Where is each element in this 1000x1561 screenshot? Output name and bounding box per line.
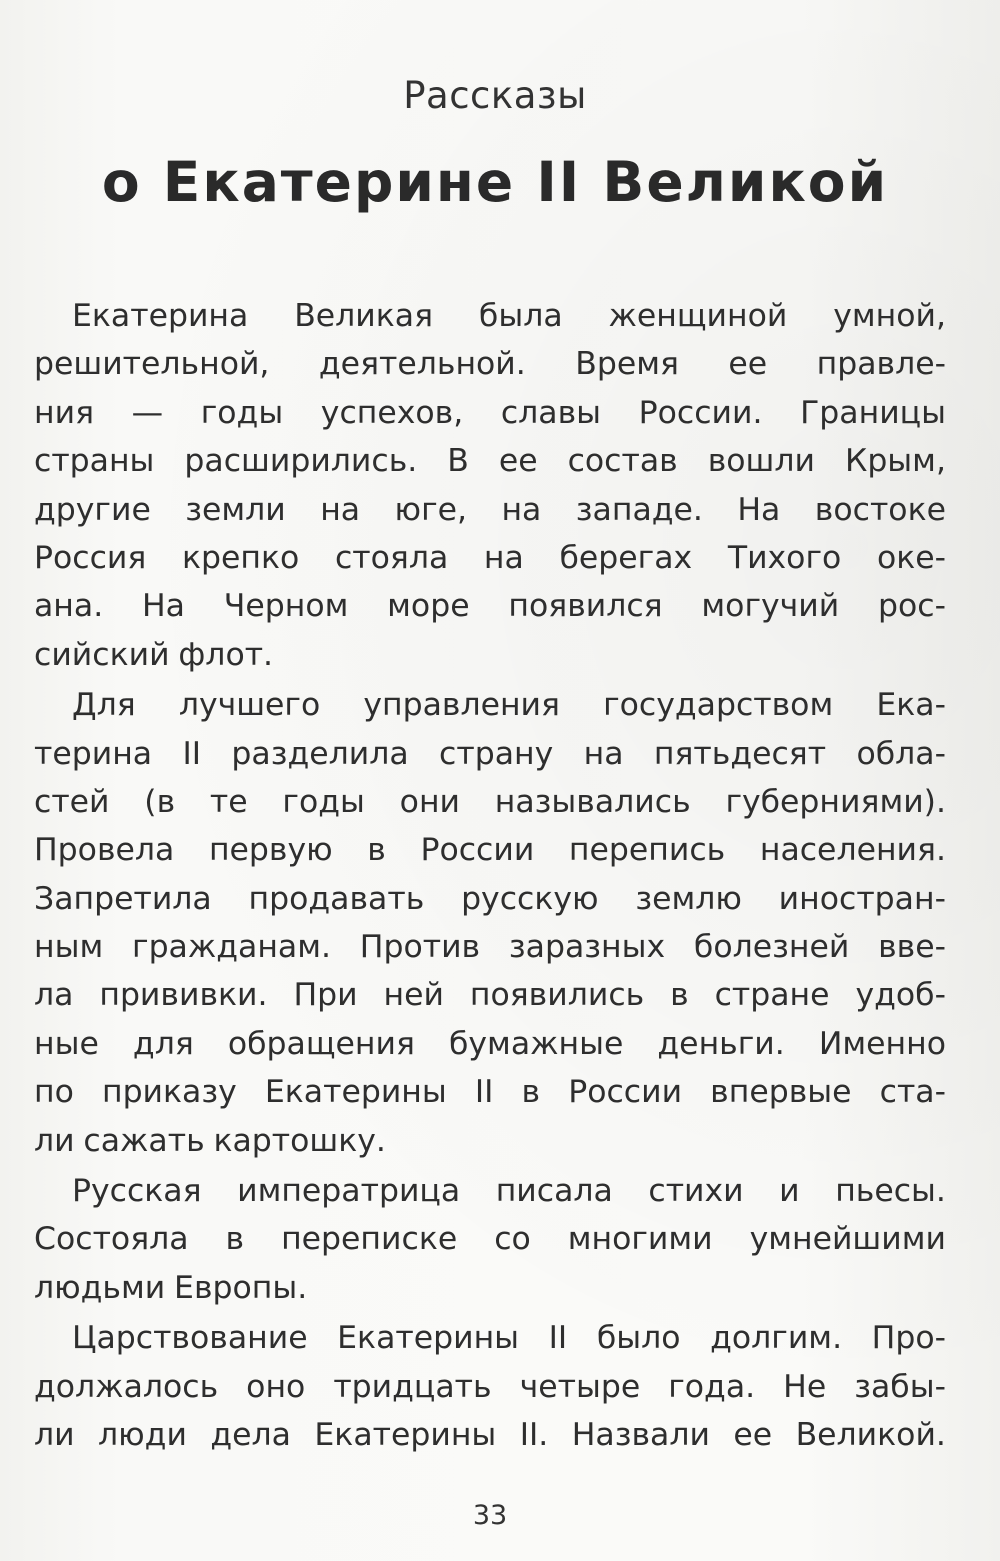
- text-line: ния — годы успехов, славы России. Границы: [34, 394, 946, 431]
- text-line: ли сажать картошку.: [34, 1122, 386, 1159]
- text-line: ли люди дела Екатерины II. Назвали ее Великой.: [34, 1416, 946, 1453]
- text-line: другие земли на юге, на западе. На востоке: [34, 491, 946, 528]
- text-line: Россия крепко стояла на берегах Тихого оке-: [34, 539, 946, 576]
- text-line: Екатерина Великая была женщиной умной,: [72, 298, 946, 334]
- text-line: ла прививки. При ней появились в стране удоб-: [34, 977, 946, 1014]
- text-line: сийский флот.: [34, 636, 274, 673]
- text-line: Провела первую в России перепись населения.: [34, 832, 946, 869]
- story-text: [34, 292, 946, 1459]
- text-line: ным гражданам. Против заразных болезней вве-: [34, 929, 946, 966]
- text-line: Русская императрица писала стихи и пьесы.: [72, 1173, 946, 1210]
- text-line: людьми Европы.: [34, 1269, 308, 1306]
- text-line: Для лучшего управления государством Ека-: [72, 687, 946, 724]
- text-line: стей (в те годы они назывались губерниями).: [34, 783, 946, 820]
- text-line: страны расширились. В ее состав вошли Крым,: [34, 443, 946, 480]
- paragraph: [34, 1314, 946, 1459]
- text-line: Царствование Екатерины II было долгим. Про-: [72, 1320, 946, 1357]
- text-line: должалось оно тридцать четыре года. Не забы-: [34, 1368, 946, 1405]
- text-line: Запретила продавать русскую землю иностран-: [34, 880, 946, 917]
- paragraph: [34, 1167, 946, 1312]
- text-line: ана. На Черном море появился могучий рос-: [34, 588, 946, 625]
- page-subtitle: Рассказы: [403, 74, 587, 117]
- text-line: терина II разделила страну на пятьдесят обла-: [34, 735, 946, 772]
- text-line: по приказу Екатерины II в России впервые ста-: [34, 1074, 946, 1111]
- text-line: решительной, деятельной. Время ее правле-: [34, 346, 946, 383]
- text-line: Состояла в переписке со многими умнейшими: [34, 1221, 946, 1258]
- paragraph: [34, 292, 946, 679]
- page-number: 33: [472, 1500, 508, 1531]
- page-title: о Екатерине II Великой: [101, 150, 889, 214]
- paragraph: [34, 681, 946, 1165]
- text-line: ные для обращения бумажные деньги. Именно: [34, 1025, 946, 1062]
